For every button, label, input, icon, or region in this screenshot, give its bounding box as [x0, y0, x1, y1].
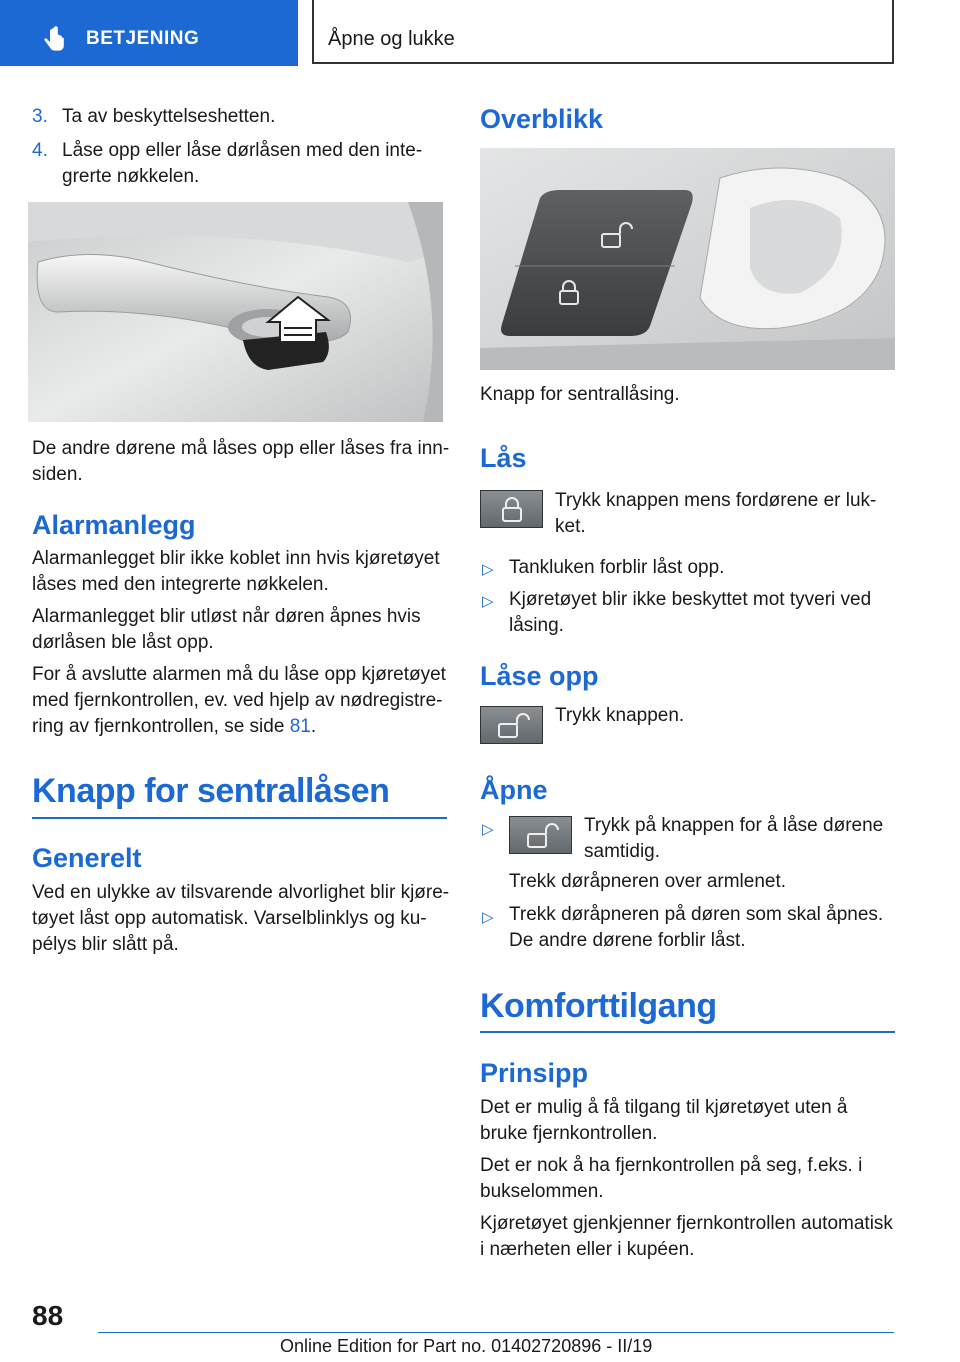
unlock-icon	[481, 707, 544, 745]
step-text: Låse opp eller låse dørlåsen med den inte-	[62, 140, 423, 161]
triangle-bullet-icon: ▷	[482, 821, 494, 838]
chapter-title: Åpne og lukke	[328, 28, 455, 50]
lock-icon	[481, 491, 544, 529]
text-span: .	[310, 716, 317, 737]
bullet-text: låsing.	[509, 615, 564, 636]
text-line: Det er mulig å få tilgang til kjøretøyet uten å	[480, 1097, 848, 1118]
text-line: De andre dørene må låses opp eller låses fra inn-	[32, 438, 450, 459]
heading-rule	[480, 1031, 895, 1033]
triangle-bullet-icon: ▷	[482, 561, 494, 578]
unlock-icon	[510, 817, 573, 855]
bullet-text: De andre dørene forblir låst.	[509, 930, 746, 951]
text-line: Kjøretøyet gjenkjenner fjernkontrollen automatisk	[480, 1213, 893, 1234]
doors-paragraph	[32, 436, 452, 488]
lock-text	[555, 488, 876, 540]
text-line: bukselommen.	[480, 1181, 604, 1202]
lock-button-icon	[480, 490, 543, 528]
principle-text	[480, 1095, 900, 1263]
central-lock-button-image	[480, 148, 895, 370]
bullet-text: Kjøretøyet blir ikke beskyttet mot tyveri ved	[509, 589, 872, 610]
unlock-heading: Låse opp	[480, 661, 599, 691]
edition-text: Online Edition for Part no. 01402720896 - II/19	[280, 1336, 653, 1356]
overview-heading: Overblikk	[480, 104, 604, 134]
bullet-text: Trykk på knappen for å låse dørene	[584, 815, 884, 836]
triangle-bullet-icon: ▷	[482, 909, 494, 926]
hand-pointer-icon	[38, 26, 68, 56]
step-list	[32, 104, 452, 194]
section-title: BETJENING	[86, 28, 200, 49]
text-line: i nærheten eller i kupéen.	[480, 1239, 695, 1260]
bullet-text: Tankluken forblir låst opp.	[509, 557, 725, 578]
principle-heading: Prinsipp	[480, 1058, 589, 1088]
alarm-heading: Alarmanlegg	[32, 510, 196, 540]
text-line: låses med den integrerte nøkkelen.	[32, 574, 329, 595]
text-line: dørlåsen ble låst opp.	[32, 632, 214, 653]
step-number: 3.	[32, 106, 48, 127]
bullet-text: Trekk døråpneren over armlenet.	[509, 871, 787, 892]
footer-rule	[98, 1332, 894, 1333]
list-item	[32, 104, 452, 132]
lock-heading: Lås	[480, 443, 527, 473]
text-line: Ved en ulykke av tilsvarende alvorlighet blir kjøre-	[32, 882, 450, 903]
text-line: tøyet låst opp automatisk. Varselblinklys og ku-	[32, 908, 427, 929]
lock-bullets	[480, 555, 900, 643]
door-handle-key-image	[28, 202, 443, 422]
general-heading: Generelt	[32, 843, 142, 873]
text-line: Alarmanlegget blir ikke koblet inn hvis kjøretøyet	[32, 548, 440, 569]
general-text	[32, 880, 452, 958]
step-text: Ta av beskyttelseshetten.	[62, 106, 276, 127]
bullet-text: samtidig.	[584, 841, 661, 862]
list-item	[480, 555, 900, 585]
page-link[interactable]: 81	[289, 716, 311, 737]
comfort-access-heading: Komforttilgang	[480, 987, 717, 1025]
step-text: grerte nøkkelen.	[62, 166, 200, 187]
text-line: Det er nok å ha fjernkontrollen på seg, f.eks. i	[480, 1155, 863, 1176]
text-line: For å avslutte alarmen må du låse opp kjøretøyet	[32, 664, 446, 685]
bullet-text: Trekk døråpneren på døren som skal åpnes.	[509, 904, 884, 925]
text-span: ring av fjernkontrollen, se side	[32, 716, 285, 737]
unlock-button-icon	[509, 816, 572, 854]
section-tab	[0, 0, 298, 66]
list-item	[32, 138, 452, 194]
text-line: siden.	[32, 464, 83, 485]
text-line: Alarmanlegget blir utløst når døren åpnes hvis	[32, 606, 421, 627]
image-caption: Knapp for sentrallåsing.	[480, 384, 680, 405]
page-number: 88	[32, 1300, 64, 1331]
text-line: ket.	[555, 516, 586, 537]
unlock-button-icon	[480, 706, 543, 744]
text-line: bruke fjernkontrollen.	[480, 1123, 658, 1144]
list-item	[480, 587, 900, 643]
open-bullets	[480, 813, 900, 963]
chapter-box	[312, 0, 894, 64]
unlock-text: Trykk knappen.	[555, 705, 685, 726]
text-line: med fjernkontrollen, ev. ved hjelp av nødregistre-	[32, 690, 443, 711]
alarm-text	[32, 546, 452, 740]
open-heading: Åpne	[480, 775, 548, 805]
text-line	[32, 714, 452, 740]
step-number: 4.	[32, 140, 48, 161]
text-line: pélys blir slått på.	[32, 934, 179, 955]
triangle-bullet-icon: ▷	[482, 593, 494, 610]
central-lock-heading: Knapp for sentrallåsen	[32, 772, 390, 810]
text-line: Trykk knappen mens fordørene er luk-	[555, 490, 877, 511]
heading-rule	[32, 817, 447, 819]
